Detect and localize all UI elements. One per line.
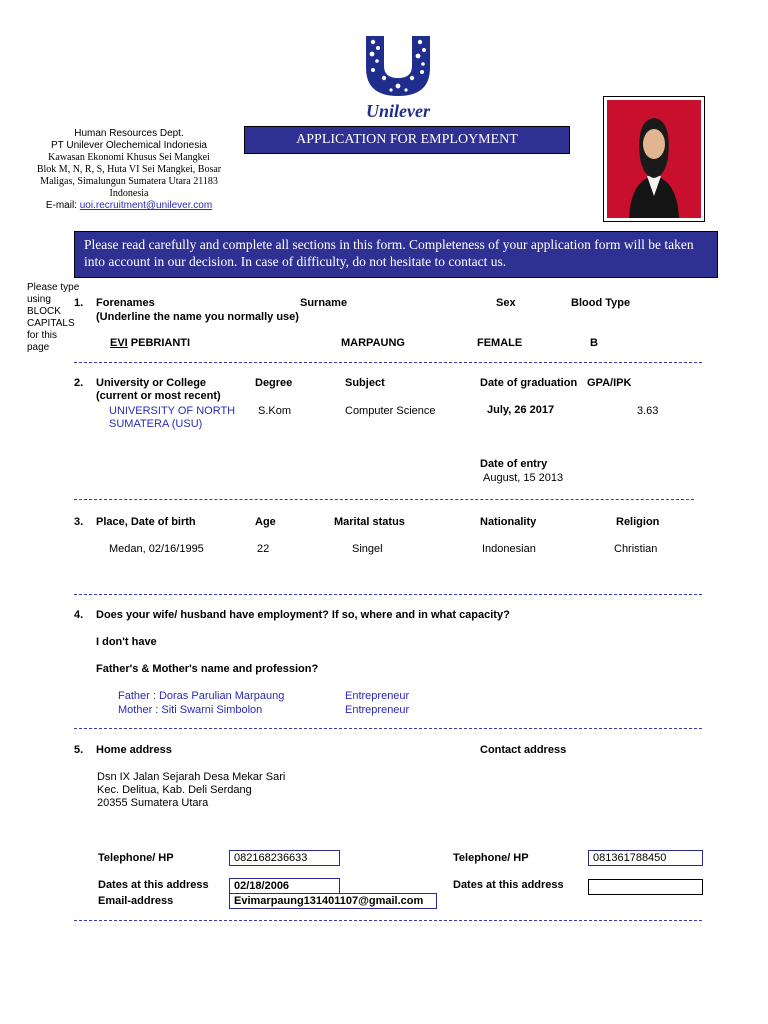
university-label: University or College (96, 377, 207, 389)
religion-label: Religion (616, 516, 660, 528)
hr-company: PT Unilever Olechemical Indonesia (50, 140, 207, 151)
divider (74, 362, 702, 363)
hr-dept: Human Resources Dept. (74, 128, 184, 139)
forename-used: EVI (110, 337, 128, 349)
side-note-line: for this (27, 330, 58, 341)
side-note-line: BLOCK (27, 306, 61, 317)
university-note: (current or most recent) (96, 390, 221, 402)
parents-question: Father's & Mother's name and profession? (96, 663, 319, 675)
surname-label: Surname (300, 297, 348, 309)
marital-label: Marital status (334, 516, 405, 528)
side-note (27, 282, 83, 354)
section5-number: 5. (74, 744, 84, 756)
side-note-line: Please type (27, 282, 80, 293)
email-label: Email-address (98, 895, 174, 907)
sex-label: Sex (496, 297, 516, 309)
entry-label: Date of entry (480, 458, 548, 470)
section4-number: 4. (74, 609, 84, 621)
nationality-label: Nationality (480, 516, 537, 528)
unilever-u-icon (358, 34, 438, 98)
birth-label: Place, Date of birth (96, 516, 196, 528)
forenames-value (110, 337, 190, 349)
side-note-line: page (27, 342, 50, 353)
telephone-field[interactable]: 082168236633 (229, 850, 340, 866)
age-label: Age (255, 516, 276, 528)
subject-value: Computer Science (345, 405, 436, 417)
contact-address-label: Contact address (480, 744, 567, 756)
divider (74, 499, 694, 500)
side-note-line: using (27, 294, 51, 305)
section3-number: 3. (74, 516, 84, 528)
section1-number: 1. (74, 297, 84, 309)
blood-type-value: B (590, 337, 598, 349)
religion-value: Christian (614, 543, 658, 555)
graduation-label: Date of graduation (480, 377, 578, 389)
contact-telephone-label: Telephone/ HP (453, 852, 529, 864)
dates-field[interactable]: 02/18/2006 (229, 878, 340, 894)
father-name: Father : Doras Parulian Marpaung (118, 690, 285, 702)
applicant-photo (603, 96, 705, 222)
telephone-label: Telephone/ HP (98, 852, 174, 864)
underline-note: (Underline the name you normally use) (96, 311, 299, 323)
hr-email-row (24, 200, 234, 212)
age-value: 22 (257, 543, 270, 555)
address-line: 20355 Sumatera Utara (97, 797, 209, 809)
hr-email-label: E-mail: (45, 200, 77, 211)
home-address-label: Home address (96, 744, 172, 756)
marital-value: Singel (352, 543, 383, 555)
hr-line2: Blok M, N, R, S, Huta VI Sei Mangkei, Bosar (36, 164, 222, 175)
graduation-value: July, 26 2017 (487, 404, 555, 416)
divider (74, 728, 702, 729)
spouse-answer: I don't have (96, 636, 157, 648)
university-line: SUMATERA (USU) (109, 418, 203, 430)
instructions-box: Please read carefully and complete all sections in this form. Completeness of your application form will be taken into account in our decision. In case of difficulty, do not hesitate to contact us. (74, 231, 718, 278)
divider (74, 920, 702, 921)
forenames-label: Forenames (96, 297, 155, 309)
hr-address-block (24, 128, 234, 212)
brand-wordmark: Unilever (366, 101, 430, 121)
surname-value: MARPAUNG (341, 337, 405, 349)
spouse-question: Does your wife/ husband have employment? If so, where and in what capacity? (96, 609, 510, 621)
nationality-value: Indonesian (482, 543, 536, 555)
sex-value: FEMALE (477, 337, 523, 349)
degree-value: S.Kom (258, 405, 292, 417)
father-profession: Entrepreneur (345, 690, 410, 702)
form-title: APPLICATION FOR EMPLOYMENT (244, 126, 570, 154)
university-line: UNIVERSITY OF NORTH (109, 405, 236, 417)
degree-label: Degree (255, 377, 293, 389)
hr-line3: Maligas, Simalungun Sumatera Utara 21183 (40, 176, 218, 187)
university-value (109, 405, 235, 431)
gpa-value: 3.63 (637, 405, 659, 417)
hr-email-link[interactable]: uoi.recruitment@unilever.com (79, 200, 213, 211)
side-note-line: CAPITALS (27, 318, 75, 329)
mother-profession: Entrepreneur (345, 704, 410, 716)
mother-name: Mother : Siti Swarni Simbolon (118, 704, 263, 716)
home-address-value (97, 771, 285, 810)
subject-label: Subject (345, 377, 385, 389)
hr-line1: Kawasan Ekonomi Khusus Sei Mangkei (48, 152, 210, 163)
unilever-logo (358, 34, 438, 120)
contact-telephone-field[interactable]: 081361788450 (588, 850, 703, 866)
birth-value: Medan, 02/16/1995 (109, 543, 204, 555)
portrait-image (607, 100, 701, 218)
entry-value: August, 15 2013 (483, 472, 564, 484)
address-line: Dsn IX Jalan Sejarah Desa Mekar Sari (97, 771, 286, 783)
contact-dates-label: Dates at this address (453, 879, 564, 891)
divider (74, 594, 702, 595)
dates-label: Dates at this address (98, 879, 209, 891)
gpa-label: GPA/IPK (587, 377, 632, 389)
section2-number: 2. (74, 377, 84, 389)
address-line: Kec. Delitua, Kab. Deli Serdang (97, 784, 252, 796)
email-field[interactable]: Evimarpaung131401107@gmail.com (229, 893, 437, 909)
hr-line4: Indonesia (109, 188, 149, 199)
blood-type-label: Blood Type (571, 297, 631, 309)
forename-rest: PEBRIANTI (130, 337, 191, 349)
contact-dates-field[interactable] (588, 879, 703, 895)
